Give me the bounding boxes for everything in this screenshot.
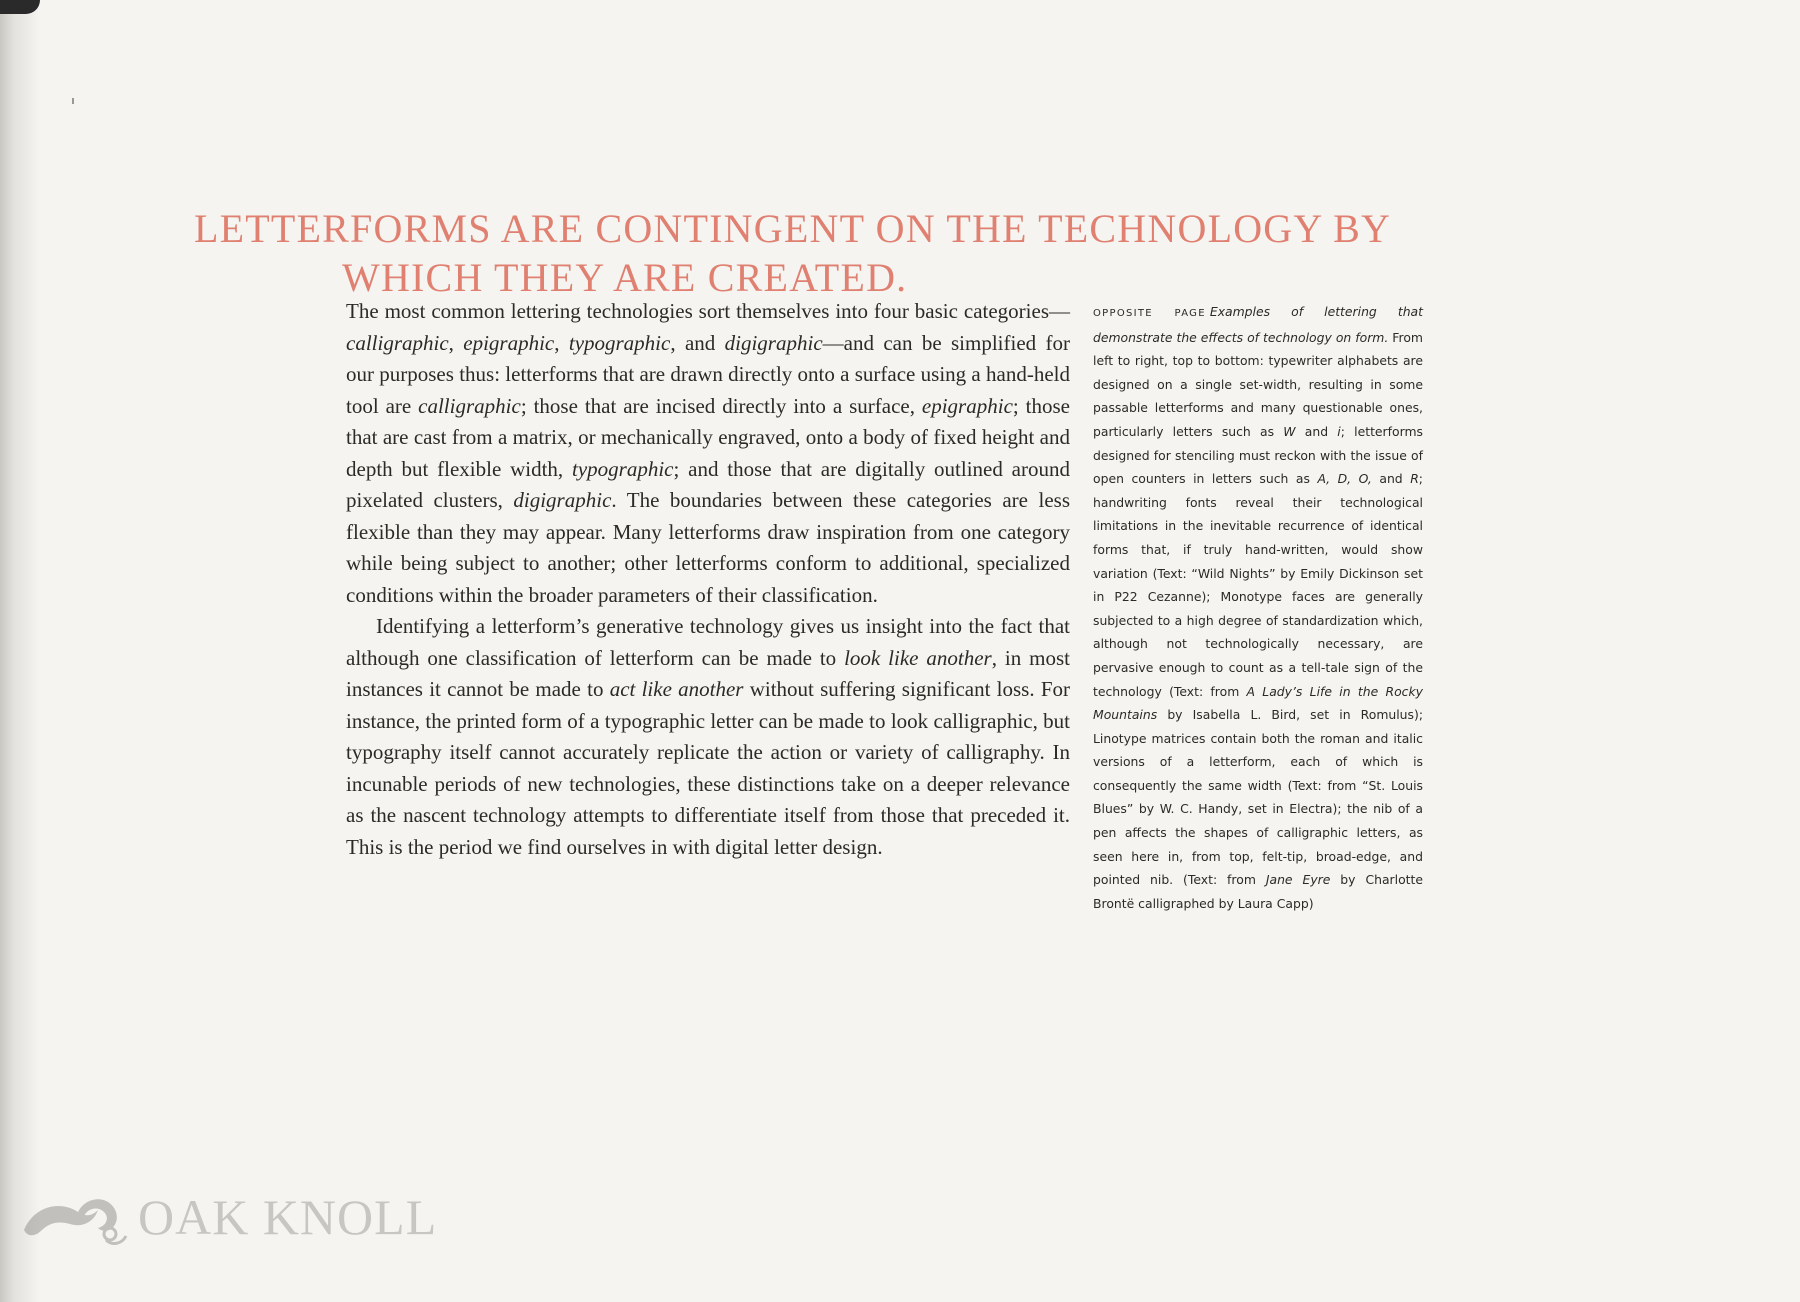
body-text <box>346 296 1070 863</box>
italic-text: act like another <box>609 677 744 701</box>
headline-line-2: WHICH THEY ARE CREATED. <box>342 255 908 300</box>
italic-text: Jane Eyre <box>1265 872 1331 888</box>
italic-text: i <box>1337 423 1341 439</box>
italic-text: digigraphic <box>513 488 612 512</box>
italic-text: A, D, O, <box>1317 471 1372 487</box>
body-paragraph-2: Identifying a letterform’s generative technology gives us insight into the fact that although one classification of letterform can be made to look like another, in most instances it cannot be made to act like another without suffering significant loss. For instance, the printed form of a typographic letter can be made to look calligraphic, but typography itself cannot accurately replicate the action or variety of calligraphy. In incunable periods of new technologies, these distinctions take on a deeper relevance as the nascent technology attempts to differentiate itself from those that preceded it. This is the period we find ourselves in with digital letter design. <box>346 614 1071 859</box>
headline <box>194 204 1454 302</box>
italic-text: typographic <box>572 456 674 481</box>
italic-text: digigraphic <box>724 330 823 355</box>
italic-text: R <box>1410 471 1419 487</box>
caption-label: OPPOSITE PAGE <box>1093 308 1206 319</box>
figure-caption <box>1093 300 1423 915</box>
italic-text: calligraphic <box>346 330 449 355</box>
watermark-text: OAK KNOLL <box>138 1189 438 1245</box>
headline-line-1: LETTERFORMS ARE CONTINGENT ON THE TECHNOLOGY BY <box>194 206 1392 251</box>
italic-text: calligraphic <box>418 393 521 418</box>
page-gutter-shadow <box>0 0 40 1302</box>
page-speck <box>72 98 74 104</box>
oak-knoll-watermark <box>20 1182 460 1252</box>
italic-text: typographic <box>568 330 671 355</box>
italic-text: look like another <box>844 645 992 670</box>
oak-knoll-logo-icon <box>20 1186 132 1248</box>
italic-text: epigraphic <box>921 393 1013 418</box>
italic-text: epigraphic <box>463 330 555 355</box>
italic-text: Examples of lettering that demonstrate the effects of technology on form. <box>1093 304 1424 345</box>
body-paragraph-1: The most common lettering technologies sort themselves into four basic categories—calligraphic, epigraphic, typographic, and digigraphic—and can be simplified for our purposes thus: letterforms that are drawn directly onto a surface using a hand-held tool are calligraphic; those that are incised directly into a surface, epigraphic; those that are cast from a matrix, or mechanically engraved, onto a body of fixed height and depth but flexible width, typographic; and those that are digitally outlined around pixelated clusters, digigraphic. The boundaries between these categories are less flexible than they may appear. Many letterforms draw inspiration from one category while being subject to another; other letterforms conform to additional, specialized conditions within the broader parameters of their classification. <box>346 299 1070 607</box>
italic-text: W <box>1283 423 1296 439</box>
italic-text: A Lady’s Life in the Rocky Mountains <box>1093 683 1423 723</box>
caption-text: Examples of lettering that demonstrate the effects of technology on form. From left to right, top to bottom: typewriter alphabets are designed on a single set-width, resulting in some passable letterforms and many questionable ones, particularly letters such as W and i; letterforms designed for stenciling must reckon with the issue of open counters in letters such as A, D, O, and R; handwriting fonts reveal their technological limitations in the inevitable recurrence of identical forms that, if truly hand-written, would show variation (Text: “Wild Nights” by Emily Dickinson set in P22 Cezanne); Monotype faces are generally subjected to a high degree of standardization which, although not technologically necessary, are pervasive enough to count as a tell-tale sign of the technology (Text: from A Lady’s Life in the Rocky Mountains by Isabella L. Bird, set in Romulus); Linotype matrices contain both the roman and italic versions of a letterform, each of which is consequently the same width (Text: from “St. Louis Blues” by W. C. Handy, set in Electra); the nib of a pen affects the shapes of calligraphic letters, as seen here in, from top, felt-tip, broad-edge, and pointed nib. (Text: from Jane Eyre by Charlotte Brontë calligraphed by Laura Capp) <box>1093 304 1424 911</box>
